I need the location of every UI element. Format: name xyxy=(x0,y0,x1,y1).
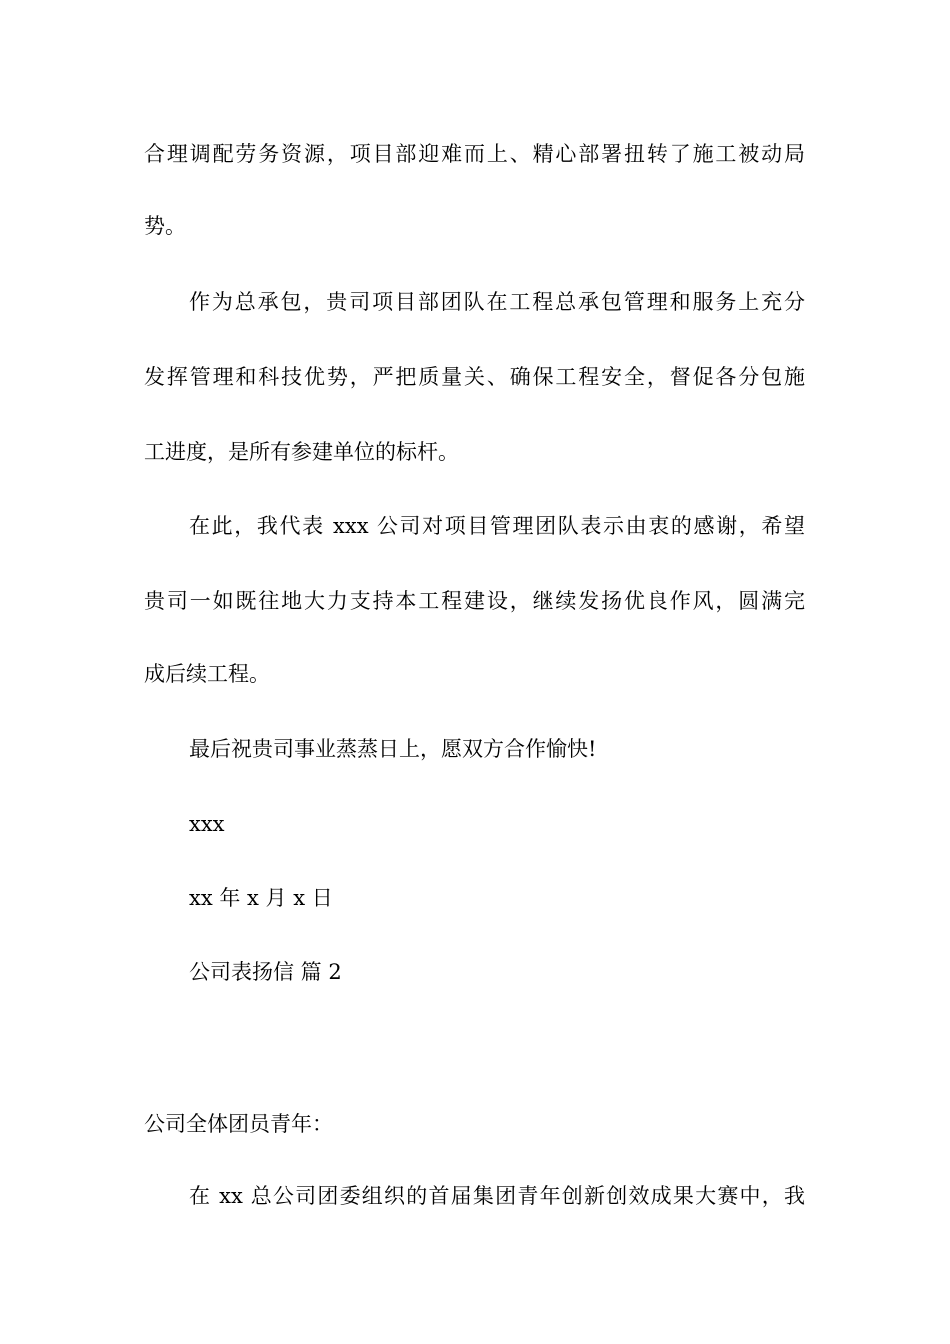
paragraph-line: 势。 xyxy=(144,214,186,238)
section-heading: 公司表扬信 篇 2 xyxy=(189,960,342,984)
paragraph-line: 成后续工程。 xyxy=(144,662,270,686)
date: xx 年 x 月 x 日 xyxy=(189,886,333,910)
salutation: 公司全体团员青年： xyxy=(144,1112,333,1136)
closing-wish: 最后祝贵司事业蒸蒸日上，愿双方合作愉快! xyxy=(189,737,597,761)
paragraph-line: 在 xx 总公司团委组织的首届集团青年创新创效成果大赛中，我 xyxy=(189,1184,805,1208)
paragraph-line: 贵司一如既往地大力支持本工程建设，继续发扬优良作风，圆满完 xyxy=(144,589,805,613)
paragraph-line: 作为总承包，贵司项目部团队在工程总承包管理和服务上充分 xyxy=(189,290,805,314)
paragraph-line: 发挥管理和科技优势，严把质量关、确保工程安全，督促各分包施 xyxy=(144,365,805,389)
paragraph-line: 合理调配劳务资源，项目部迎难而上、精心部署扭转了施工被动局 xyxy=(144,142,805,166)
paragraph-line: 工进度，是所有参建单位的标杆。 xyxy=(144,440,459,464)
paragraph-line: 在此，我代表 xxx 公司对项目管理团队表示由衷的感谢，希望 xyxy=(189,514,805,538)
signature: xxx xyxy=(189,812,225,836)
